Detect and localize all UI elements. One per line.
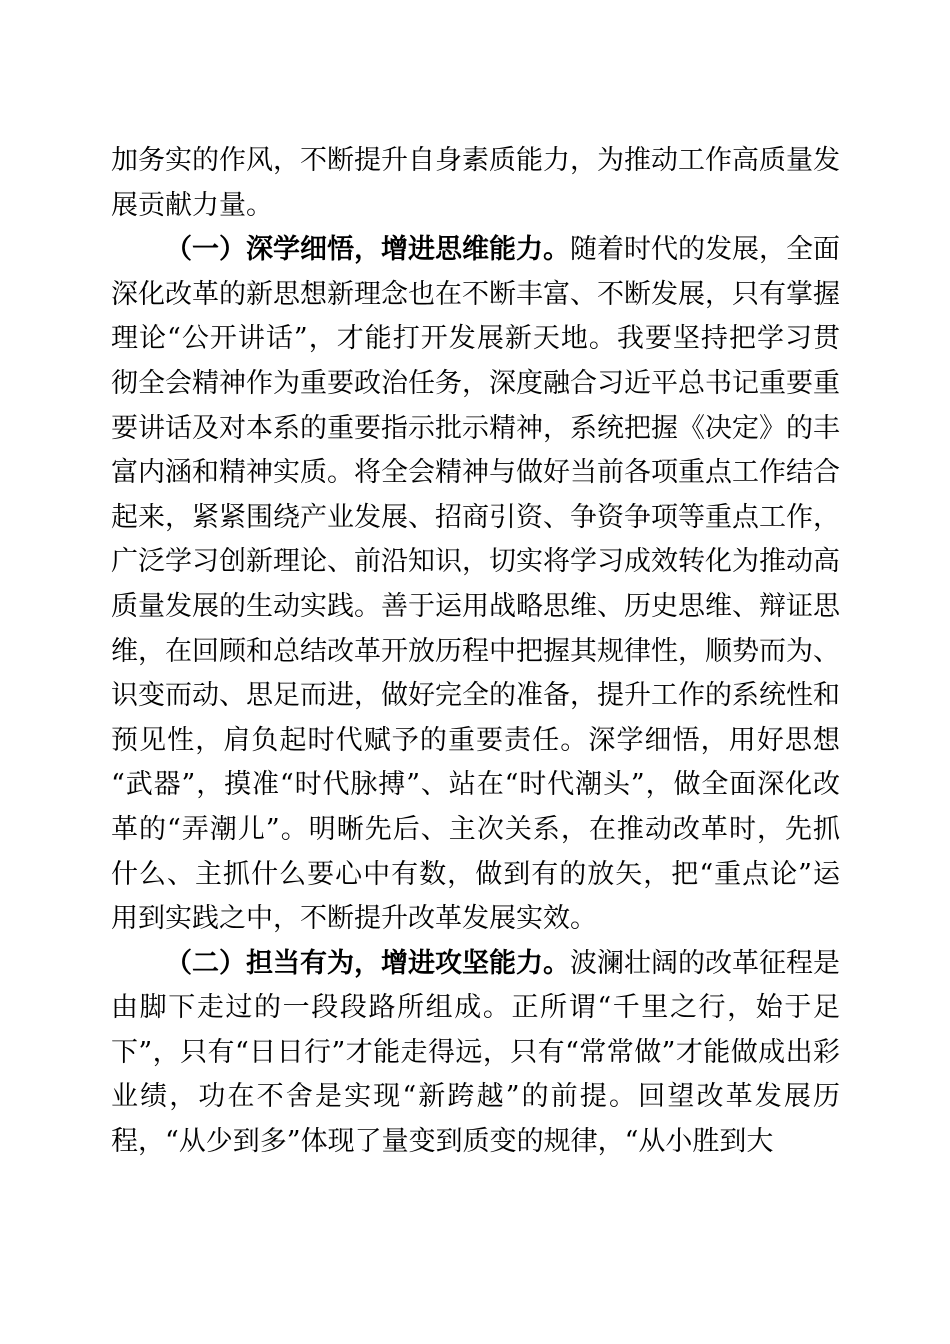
document-content bbox=[111, 139, 840, 1165]
paragraph-text: 随着时代的发展，全面深化改革的新思想新理念也在不断丰富、不断发展，只有掌握理论“公开讲话”，才能打开发展新天地。我要坚持把学习贯彻全会精神作为重要政治任务，深度融合习近平总书记重要重要讲话及对本系的重要指示批示精神，系统把握《决定》的丰富内涵和精神实质。将全会精神与做好当前各项重点工作结合起来，紧紧围绕产业发展、招商引资、争资争项等重点工作，广泛学习创新理论、前沿知识，切实将学习成效转化为推动高质量发展的生动实践。善于运用战略思维、历史思维、辩证思维，在回顾和总结改革开放历程中把握其规律性，顺势而为、识变而动、思足而进，做好完全的准备，提升工作的系统性和预见性，肩负起时代赋予的重要责任。深学细悟，用好思想“武器”，摸准“时代脉搏”、站在“时代潮头”，做全面深化改革的“弄潮儿”。明晰先后、主次关系，在推动改革时，先抓什么、主抓什么要心中有数，做到有的放矢，把“重点论”运用到实践之中，不断提升改革发展实效。 bbox=[111, 234, 840, 935]
paragraph-section-2 bbox=[111, 942, 840, 1165]
paragraph-text: 波澜壮阔的改革征程是由脚下走过的一段段路所组成。正所谓“千里之行，始于足下”，只有“日日行”才能走得远，只有“常常做”才能做成出彩业绩，功在不舍是实现“新跨越”的前提。回望改革发展历程，“从少到多”体现了量变到质变的规律，“从小胜到大 bbox=[111, 947, 840, 1158]
paragraph-section-1 bbox=[111, 228, 840, 942]
paragraph-continuation bbox=[111, 139, 840, 228]
section-heading-1: （一）深学细悟，增进思维能力。 bbox=[165, 234, 570, 266]
paragraph-text: 加务实的作风，不断提升自身素质能力，为推动工作高质量发展贡献力量。 bbox=[111, 145, 840, 221]
section-heading-2: （二）担当有为，增进攻坚能力。 bbox=[165, 947, 570, 979]
